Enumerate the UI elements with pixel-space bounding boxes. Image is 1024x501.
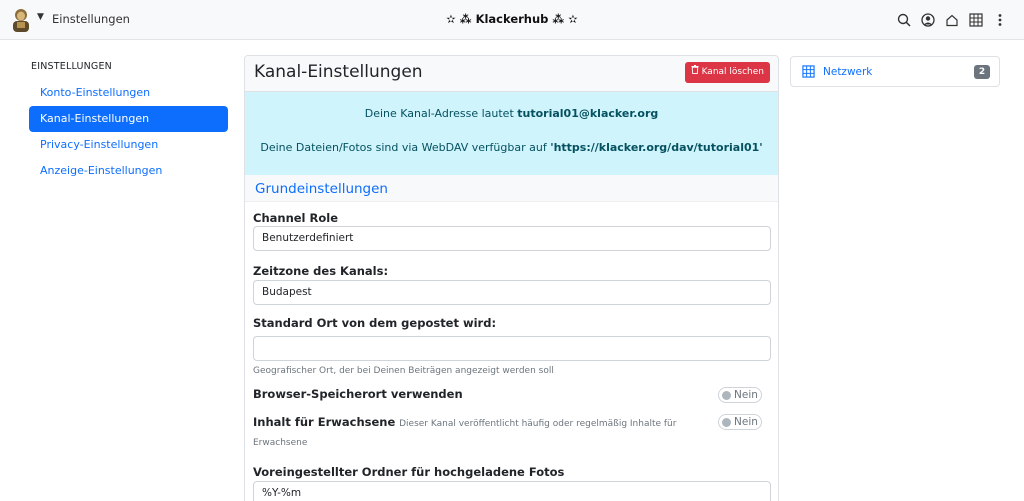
grid-icon xyxy=(802,65,815,81)
location-label: Standard Ort von dem gepostet wird: xyxy=(253,316,497,330)
panel-header xyxy=(245,56,778,92)
location-hint: Geografischer Ort, der bei Deinen Beiträgen angezeigt werden soll xyxy=(253,366,554,376)
sidebar-header: EINSTELLUNGEN xyxy=(31,61,112,72)
adult-content-label: Inhalt für Erwachsene xyxy=(253,415,396,429)
channel-role-select[interactable]: Benutzerdefiniert xyxy=(253,226,771,251)
timezone-label: Zeitzone des Kanals: xyxy=(253,264,389,278)
grid-icon[interactable] xyxy=(964,11,988,29)
location-input[interactable] xyxy=(253,336,771,361)
top-navbar xyxy=(0,0,1024,40)
settings-form xyxy=(245,211,778,501)
channel-settings-panel xyxy=(244,55,779,501)
adult-content-hint: Dieser Kanal veröffentlicht häufig oder regelmäßig Inhalte für Erwachsene xyxy=(253,419,677,448)
chevron-down-icon[interactable]: ▼ xyxy=(37,12,44,22)
sidebar-item-privacy[interactable]: Privacy-Einstellungen xyxy=(40,138,159,151)
browser-location-toggle[interactable]: Nein xyxy=(718,387,762,403)
photo-folder-input[interactable]: %Y-%m xyxy=(253,481,771,501)
channel-role-label: Channel Role xyxy=(253,211,339,225)
settings-sidebar xyxy=(29,56,228,184)
adult-content-toggle[interactable]: Nein xyxy=(718,414,762,430)
adult-content-row xyxy=(253,414,770,452)
webdav-url: 'https://klacker.org/dav/tutorial01' xyxy=(550,141,763,154)
page-label[interactable]: Einstellungen xyxy=(52,12,130,26)
browser-location-row xyxy=(253,387,770,405)
channel-address-text: Deine Kanal-Adresse lautet tutorial01@klacker.org xyxy=(364,107,659,120)
page-title: Kanal-Einstellungen xyxy=(254,62,423,82)
trash-icon xyxy=(691,62,699,83)
photo-folder-label: Voreingestellter Ordner für hochgeladene Fotos xyxy=(253,465,565,479)
sidebar-item-konto[interactable]: Konto-Einstellungen xyxy=(40,86,151,99)
home-icon[interactable] xyxy=(940,11,964,29)
sidebar-item-kanal[interactable]: Kanal-Einstellungen xyxy=(29,106,228,132)
delete-channel-button[interactable] xyxy=(685,62,770,83)
user-circle-icon[interactable] xyxy=(916,11,940,29)
channel-address: tutorial01@klacker.org xyxy=(517,107,659,120)
search-icon[interactable] xyxy=(892,11,916,29)
section-header xyxy=(245,175,778,202)
brand-title[interactable]: ✫ ⁂ Klackerhub ⁂ ✫ xyxy=(446,12,578,26)
network-widget[interactable] xyxy=(790,56,1000,87)
network-count-badge: 2 xyxy=(974,65,990,79)
webdav-text: Deine Dateien/Fotos sind via WebDAV verfügbar auf 'https://klacker.org/dav/tutorial01' xyxy=(260,141,763,154)
timezone-select[interactable]: Budapest xyxy=(253,280,771,305)
info-alert xyxy=(245,92,778,175)
browser-location-label: Browser-Speicherort verwenden xyxy=(253,387,463,401)
sidebar-item-anzeige[interactable]: Anzeige-Einstellungen xyxy=(40,164,163,177)
network-label[interactable]: Netzwerk xyxy=(823,66,873,78)
delete-channel-label: Kanal löschen xyxy=(701,67,764,77)
more-vertical-icon[interactable] xyxy=(988,11,1012,29)
section-title[interactable]: Grundeinstellungen xyxy=(255,181,388,197)
